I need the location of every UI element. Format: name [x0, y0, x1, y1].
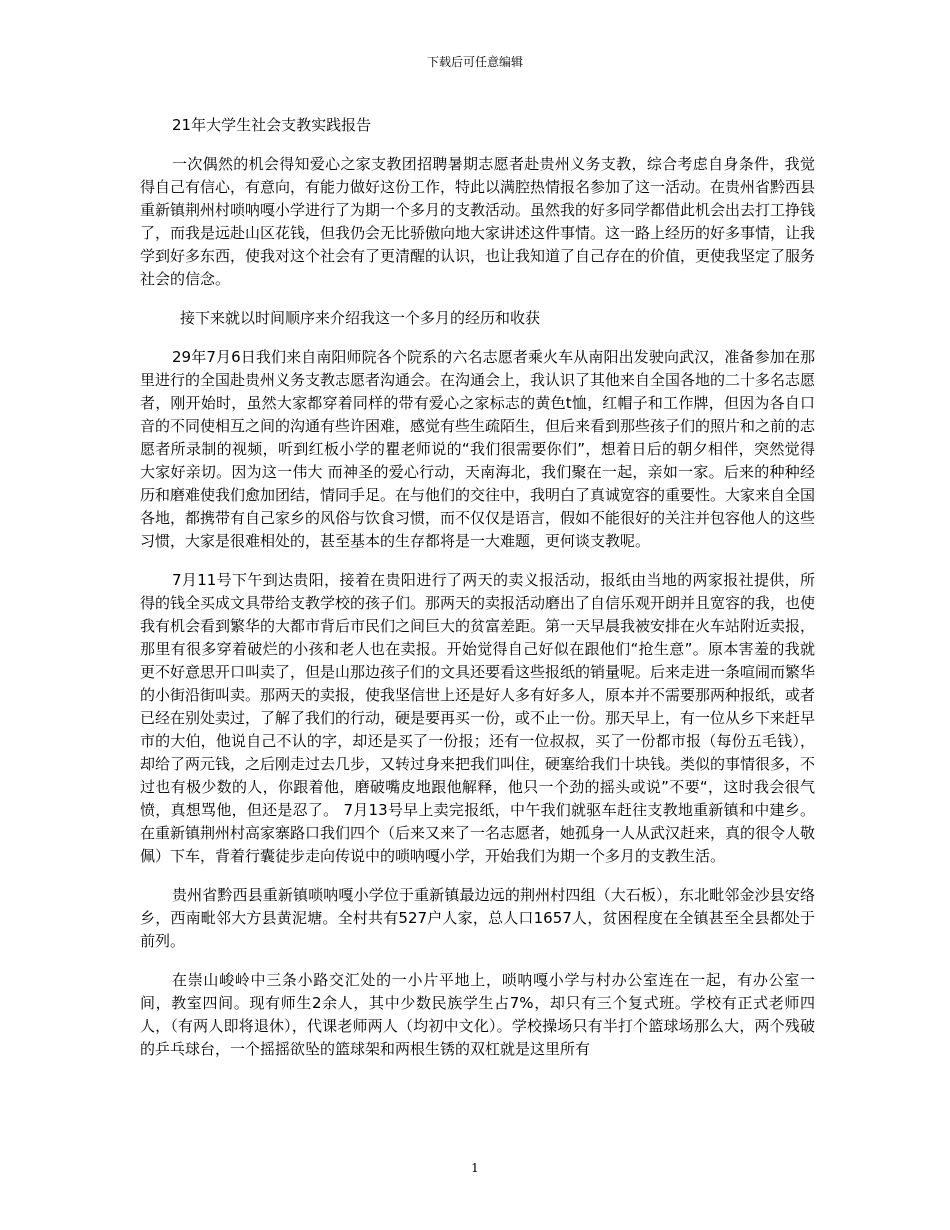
- page-number: 1: [471, 1161, 479, 1175]
- paragraph-wuhan-meeting: 29年7月6日我们来自南阳师院各个院系的六名志愿者乘火车从南阳出发驶向武汉，准备参加在那里进行的全国赴贵州义务支教志愿者沟通会。在沟通会上，我认识了其他来自全国各地的二十多名志愿者，刚开始时，虽然大家都穿着同样的带有爱心之家标志的黄色t恤，红帽子和工作牌，但因为各自口音的不同使相互之间的沟通有些许困难，感觉有些生疏陌生，但后来看到那些孩子们的照片和之前的志愿者所录制的视频，听到红板小学的瞿老师说的“我们很需要你们”，想着日后的朝夕相伴，突然觉得大家好亲切。因为这一伟大 而神圣的爱心行动，天南海北，我们聚在一起，亲如一家。后来的种种经历和磨难使我们愈加团结，情同手足。在与他们的交往中，我明白了真诚宽容的重要性。大家来自全国各地，都携带有自己家乡的风俗与饮食习惯，而不仅仅是语言，假如不能很好的关注并包容他人的这些习惯，大家是很难相处的，甚至基本的生存都将是一大难题，更何谈支教呢。: [140, 348, 816, 550]
- paragraph-school-facilities: 在崇山峻岭中三条小路交汇处的一小片平地上，唢呐嘎小学与村办公室连在一起，有办公室一间，教室四间。现有师生2余人，其中少数民族学生占7%，却只有三个复式班。学校有正式老师四人，（有两人即将退休），代课老师两人（均初中文化）。学校操场只有半打个篮球场那么大，两个残破的乒乓球台，一个摇摇欲坠的篮球架和两根生锈的双杠就是这里所有: [140, 971, 815, 1058]
- paragraph-school-location: 贵州省黔西县重新镇唢呐嘎小学位于重新镇最边远的荆州村四组（大石板），东北毗邻金沙县安络乡，西南毗邻大方县黄泥塘。全村共有527户人家，总人口1657人，贫困程度在全镇甚至全县都处于前列。: [140, 886, 815, 950]
- paragraph-transition: 接下来就以时间顺序来介绍我这一个多月的经历和收获: [180, 309, 541, 327]
- paragraph-guiyang-newspaper: 7月11号下午到达贵阳，接着在贵阳进行了两天的卖义报活动，报纸由当地的两家报社提供，所得的钱全买成文具带给支教学校的孩子们。那两天的卖报活动磨出了自信乐观开朗并且宽容的我，也使我有机会看到繁华的大都市背后市民们之间巨大的贫富差距。第一天早晨我被安排在火车站附近卖报，那里有很多穿着破烂的小孩和老人也在卖报。开始觉得自己好似在跟他们“抢生意”。原本害羞的我就更不好意思开口叫卖了，但是山那边孩子们的文具还要看这些报纸的销量呢。后来走进一条喧闹而繁华的小街沿街叫卖。那两天的卖报，使我坚信世上还是好人多有好多人，原本并不需要那两种报纸，或者已经在别处卖过，了解了我们的行动，硬是要再买一份，或不止一份。那天早上，有一位从乡下来赶早市的大伯，他说自己不认的字，却还是买了一份报；还有一位叔叔，买了一份都市报（每份五毛钱），却给了两元钱，之后刚走过去几步，又转过身来把我们叫住，硬塞给我们十块钱。类似的事情很多，不过也有极少数的人，你跟着他，磨破嘴皮地跟他解释，他只一个劲的摇头或说”不要“，这时我会很气愤，真想骂他，但还是忍了。 7月13号早上卖完报纸，中午我们就驱车赶往支教地重新镇和中建乡。在重新镇荆州村高家寨路口我们四个（后来又来了一名志愿者，她孤身一人从武汉赶来，真的很令人敬佩）下车，背着行囊徒步走向传说中的唢呐嘎小学，开始我们为期一个多月的支教生活。: [140, 571, 816, 865]
- document-title: 21年大学生社会支教实践报告: [172, 116, 372, 134]
- page-header: 下载后可任意编辑: [426, 55, 523, 69]
- document-body: [140, 114, 815, 1077]
- paragraph-intro: 一次偶然的机会得知爱心之家支教团招聘暑期志愿者赴贵州义务支教，综合考虑自身条件，我觉得自己有信心，有意向，有能力做好这份工作，特此以满腔热情报名参加了这一活动。在贵州省黔西县重新镇荆州村唢呐嘎小学进行了为期一个多月的支教活动。虽然我的好多同学都借此机会出去打工挣钱了，而我是远赴山区花钱，但我仍会无比骄傲向地大家讲述这件事情。这一路上经历的好多事情，让我学到好多东西，使我对这个社会有了更清醒的认识，也让我知道了自己存在的价值，更使我坚定了服务社会的信念。: [140, 155, 816, 288]
